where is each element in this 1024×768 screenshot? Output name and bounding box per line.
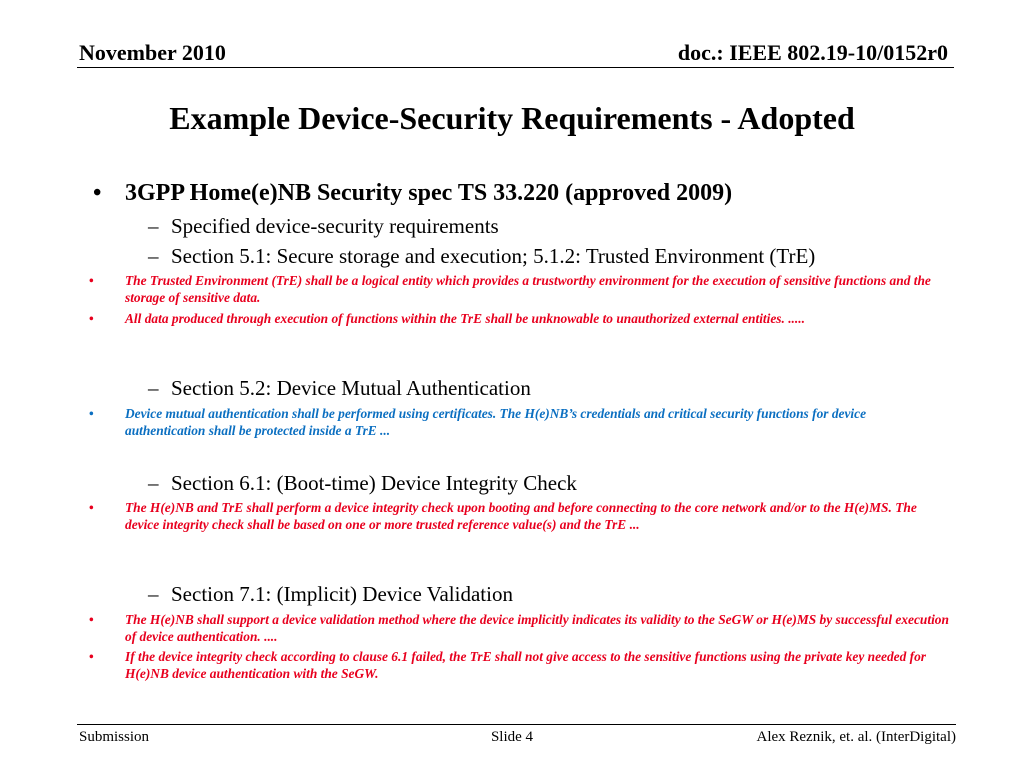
dash-marker: – bbox=[148, 471, 159, 495]
bullet-marker: • bbox=[89, 311, 94, 326]
header-date: November 2010 bbox=[79, 40, 226, 65]
dash-marker: – bbox=[148, 214, 159, 238]
note-text: All data produced through execution of functions within the TrE shall be unknowable to unauthorized external entities. ..... bbox=[125, 311, 805, 326]
dash-marker: – bbox=[148, 376, 159, 400]
sub-item-text: Section 6.1: (Boot-time) Device Integrity Check bbox=[171, 471, 577, 495]
note-text: The Trusted Environment (TrE) shall be a logical entity which provides a trustworthy environment for the execution of sensitive functions and the storage of sensitive data. bbox=[125, 273, 931, 305]
footer-submission: Submission bbox=[79, 729, 150, 745]
requirement-note bbox=[89, 611, 949, 645]
bullet-marker: • bbox=[89, 612, 94, 627]
sub-item-text: Section 7.1: (Implicit) Device Validation bbox=[171, 582, 513, 606]
footer-slide-number: Slide 4 bbox=[490, 729, 534, 745]
requirement-note bbox=[89, 648, 949, 682]
footer-divider bbox=[77, 724, 956, 725]
dash-marker: – bbox=[148, 582, 159, 606]
bullet-marker: • bbox=[89, 406, 94, 421]
header-doc-id: doc.: IEEE 802.19-10/0152r0 bbox=[677, 40, 948, 65]
bullet-marker: • bbox=[89, 649, 94, 664]
slide-title: Example Device-Security Requirements - Adopted bbox=[169, 100, 855, 136]
sub-item-text: Section 5.1: Secure storage and execution; 5.1.2: Trusted Environment (TrE) bbox=[171, 244, 816, 268]
sub-item-text: Specified device-security requirements bbox=[171, 214, 499, 238]
requirement-note bbox=[89, 272, 949, 306]
dash-marker: – bbox=[148, 244, 159, 268]
note-text: If the device integrity check according to clause 6.1 failed, the TrE shall not give access to the sensitive functions using the private key needed for H(e)NB device authentication with the SeGW. bbox=[125, 649, 926, 681]
bullet-marker: • bbox=[93, 180, 102, 206]
bullet-marker: • bbox=[89, 500, 94, 515]
sub-item-text: Section 5.2: Device Mutual Authentication bbox=[171, 376, 531, 400]
note-text: The H(e)NB and TrE shall perform a device integrity check upon booting and before connecting to the core network and/or to the H(e)MS. The device integrity check shall be based on one or more trusted reference value(s) and the TrE ... bbox=[125, 500, 917, 532]
footer-author: Alex Reznik, et. al. (InterDigital) bbox=[756, 729, 956, 745]
requirement-note bbox=[89, 310, 949, 327]
header-divider bbox=[77, 67, 954, 68]
requirement-note bbox=[89, 405, 949, 439]
note-text: Device mutual authentication shall be performed using certificates. The H(e)NB’s credentials and critical security functions for device authentication shall be protected inside a TrE ... bbox=[125, 406, 867, 438]
requirement-note bbox=[89, 499, 949, 533]
main-bullet-text: 3GPP Home(e)NB Security spec TS 33.220 (approved 2009) bbox=[125, 180, 733, 206]
note-text: The H(e)NB shall support a device validation method where the device implicitly indicates its validity to the SeGW or H(e)MS by successful execution of device authentication. .... bbox=[125, 612, 949, 644]
bullet-marker: • bbox=[89, 273, 94, 288]
